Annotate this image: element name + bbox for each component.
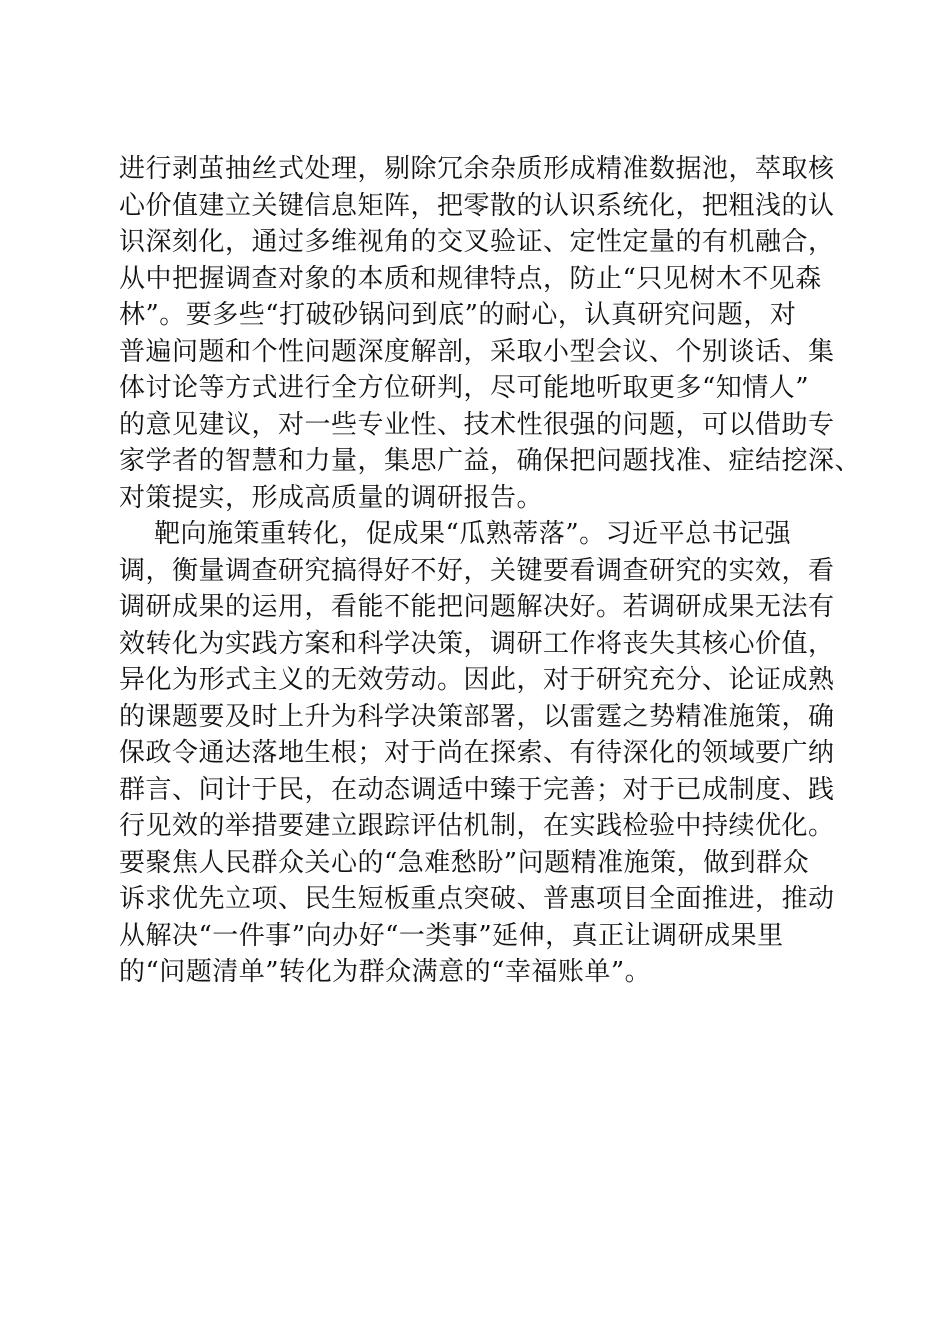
text-line: 的“问题清单”转化为群众满意的“幸福账单”。	[119, 957, 652, 987]
text-line: 调研成果的运用，看能不能把问题解决好。若调研成果无法有	[119, 592, 835, 622]
paragraph-2	[119, 516, 844, 991]
text-line: 的课题要及时上升为科学决策部署，以雷霆之势精准施策，确	[119, 701, 835, 732]
text-line: 心价值建立关键信息矩阵，把零散的认识系统化，把粗浅的认	[119, 190, 835, 221]
text-line: 效转化为实践方案和科学决策，调研工作将丧失其核心价值，	[119, 628, 835, 659]
text-line: 进行剥茧抽丝式处理，剔除冗余杂质形成精准数据池，萃取核	[119, 154, 835, 184]
text-line: 体讨论等方式进行全方位研判，尽可能地听取更多“知情人”	[119, 373, 810, 403]
text-line: 行见效的举措要建立跟踪评估机制，在实践检验中持续优化。	[119, 811, 835, 841]
text-line: 的意见建议，对一些专业性、技术性很强的问题，可以借助专	[119, 409, 835, 440]
text-line: 调，衡量调查研究搞得好不好，关键要看调查研究的实效，看	[119, 555, 835, 586]
text-line: 靶向施策重转化，促成果“瓜熟蒂落”。习近平总书记强	[119, 519, 792, 549]
text-line: 群言、问计于民，在动态调适中臻于完善；对于已成制度、践	[119, 774, 835, 805]
text-line: 要聚焦人民群众关心的“急难愁盼”问题精准施策，做到群众	[119, 847, 810, 878]
document-body	[119, 151, 862, 991]
text-line: 诉求优先立项、民生短板重点突破、普惠项目全面推进，推动	[119, 884, 835, 914]
text-line: 林”。要多些“打破砂锅问到底”的耐心，认真研究问题，对	[119, 300, 797, 330]
text-line: 对策提实，形成高质量的调研报告。	[119, 482, 544, 513]
text-line: 从中把握调查对象的本质和规律特点，防止“只见树木不见森	[119, 263, 822, 294]
text-line: 从解决“一件事”向办好“一类事”延伸，真正让调研成果里	[119, 920, 784, 951]
text-line: 保政令通达落地生根；对于尚在探索、有待深化的领域要广纳	[119, 738, 835, 768]
text-line: 识深刻化，通过多维视角的交叉验证、定性定量的有机融合，	[119, 227, 835, 257]
paragraph-1	[119, 151, 862, 516]
text-line: 普遍问题和个性问题深度解剖，采取小型会议、个别谈话、集	[119, 336, 835, 367]
text-line: 家学者的智慧和力量，集思广益，确保把问题找准、症结挖深、	[119, 446, 862, 476]
text-line: 异化为形式主义的无效劳动。因此，对于研究充分、论证成熟	[119, 665, 835, 695]
